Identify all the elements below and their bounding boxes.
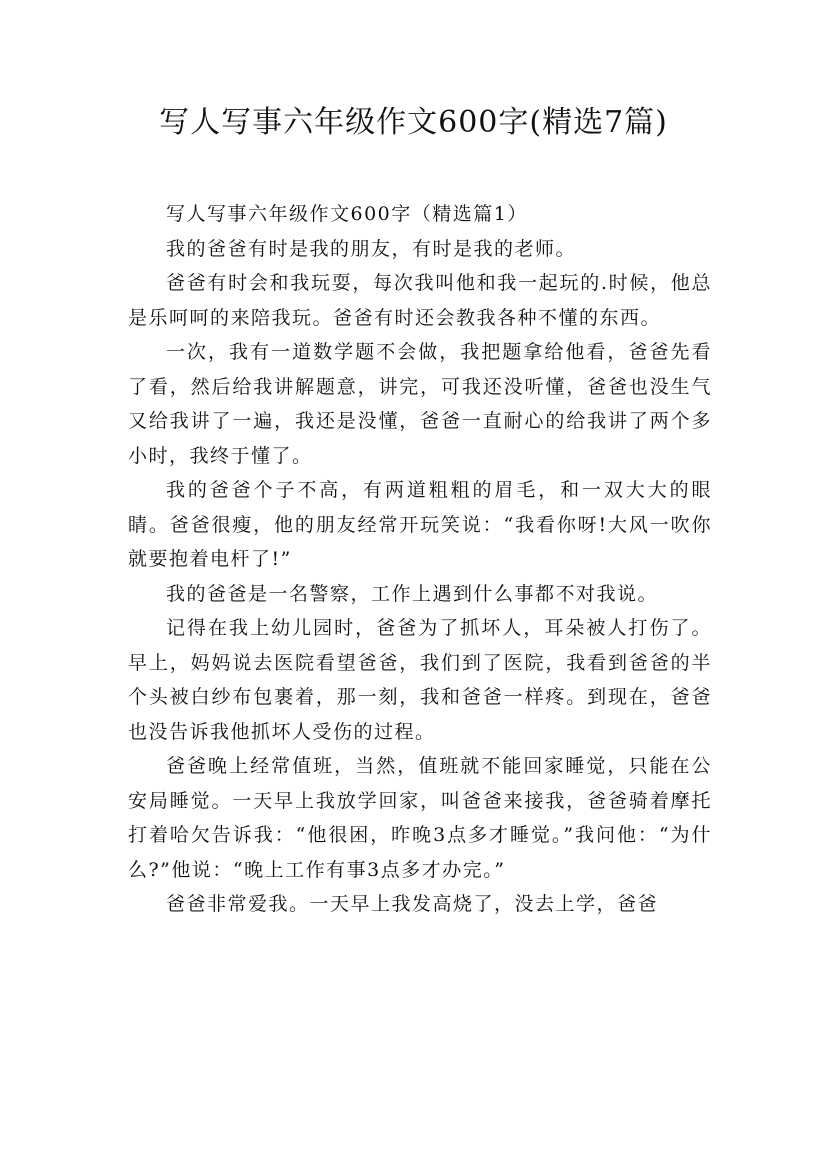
paragraph: 爸爸非常爱我。一天早上我发高烧了，没去上学，爸爸 <box>166 893 659 915</box>
paragraph: 我的爸爸有时是我的朋友，有时是我的老师。 <box>166 237 577 260</box>
paragraph: 爸爸有时会和我玩耍，每次我叫他和我一起玩的.时候，他总是乐呵呵的来陪我玩。爸爸有时还会教我各种不懂的东西。 <box>128 272 712 329</box>
paragraph: 记得在我上幼儿园时，爸爸为了抓坏人，耳朵被人打伤了。早上，妈妈说去医院看望爸爸，我们到了医院，我看到爸爸的半个头被白纱布包裹着，那一刻，我和爸爸一样疼。到现在，爸爸也没告诉我他抓坏人受伤的过程。 <box>128 617 712 743</box>
document-body <box>128 197 712 922</box>
document-title: 写人写事六年级作文600字(精选7篇) <box>159 105 668 140</box>
paragraph: 一次，我有一道数学题不会做，我把题拿给他看，爸爸先看了看，然后给我讲解题意，讲完，可我还没听懂，爸爸也没生气又给我讲了一遍，我还是没懂，爸爸一直耐心的给我讲了两个多小时，我终于懂了。 <box>128 341 712 467</box>
paragraph: 我的爸爸个子不高，有两道粗粗的眉毛，和一双大大的眼睛。爸爸很瘦，他的朋友经常开玩笑说：“我看你呀!大风一吹你就要抱着电杆了!” <box>128 479 712 570</box>
paragraph: 爸爸晚上经常值班，当然，值班就不能回家睡觉，只能在公安局睡觉。一天早上我放学回家，叫爸爸来接我，爸爸骑着摩托打着哈欠告诉我：“他很困，昨晚3点多才睡觉。”我问他：“为什么?”他说：“晚上工作有事3点多才办完。” <box>128 755 712 881</box>
paragraph: 我的爸爸是一名警察，工作上遇到什么事都不对我说。 <box>166 582 659 605</box>
section-subtitle: 写人写事六年级作文600字（精选篇1） <box>166 203 528 225</box>
